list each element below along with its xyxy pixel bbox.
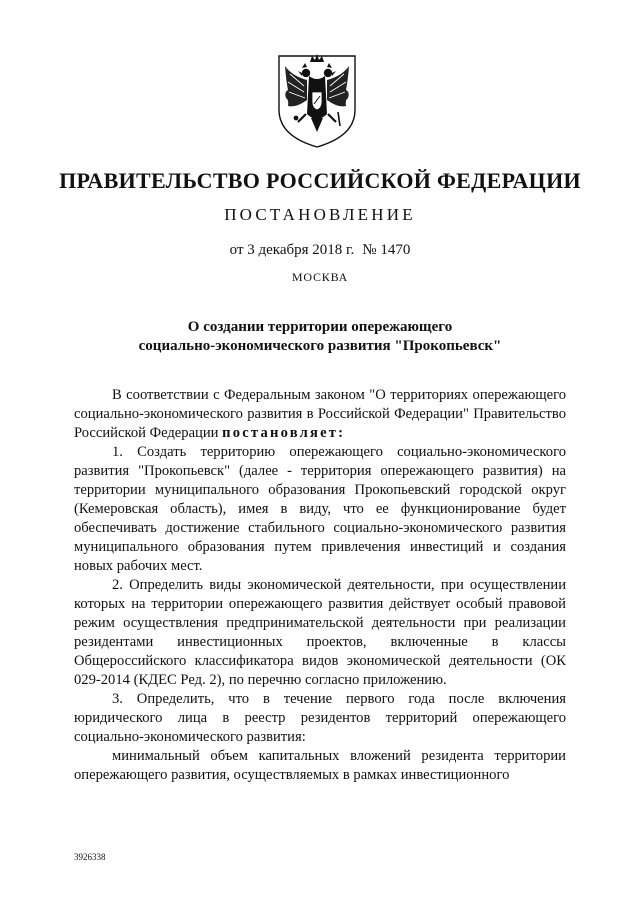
document-type: ПОСТАНОВЛЕНИЕ: [224, 205, 416, 224]
document-heading: [0, 318, 640, 356]
preamble-emphasis: постановляет:: [222, 425, 346, 441]
document-date: от 3 декабря 2018 г.: [229, 242, 355, 258]
document-code: 3926338: [74, 852, 106, 862]
preamble: [74, 386, 566, 443]
paragraph-4: минимальный объем капитальных вложений резидента территории опережающего развития, осуществляемых в рамках инвестиционного: [74, 748, 566, 783]
preamble-text: В соответствии с Федеральным законом "О территориях опережающего социально-экономического развития в Российской Федерации" Правительство Российской Федерации: [74, 387, 566, 441]
city: МОСКВА: [291, 270, 349, 284]
paragraph-2: 2. Определить виды экономической деятельности, при осуществлении которых на территории опережающего развития действует особый правовой режим осуществления предпринимательской деятельности при реализации резидентами инвестиционных проектов, включенные в классы Общероссийского классификатора видов экономической деятельности (ОК 029-2014 (КДЕС Ред. 2), по перечню согласно приложению.: [74, 577, 566, 688]
heading-line-1: О создании территории опережающего: [187, 319, 453, 335]
paragraph-1: 1. Создать территорию опережающего социально-экономического развития "Прокопьевск" (далее - территория опережающего развития) на территории муниципального образования Прокопьевский городской округ (Кемеровская область), имея в виду, что ее функционирование будет обеспечивать достижение стабильного социально-экономического развития муниципального образования путем привлечения инвестиций и создания новых рабочих мест.: [74, 444, 566, 574]
russian-coat-of-arms-icon: [276, 52, 358, 150]
date-line: [0, 242, 640, 259]
heading-line-2: социально-экономического развития "Прокопьевск": [138, 338, 502, 354]
document-body: [74, 386, 566, 785]
document-number: № 1470: [362, 242, 411, 258]
government-title: ПРАВИТЕЛЬСТВО РОССИЙСКОЙ ФЕДЕРАЦИИ: [59, 168, 581, 193]
paragraph-3: 3. Определить, что в течение первого года после включения юридического лица в реестр резидентов территорий опережающего социально-экономического развития:: [74, 691, 566, 745]
